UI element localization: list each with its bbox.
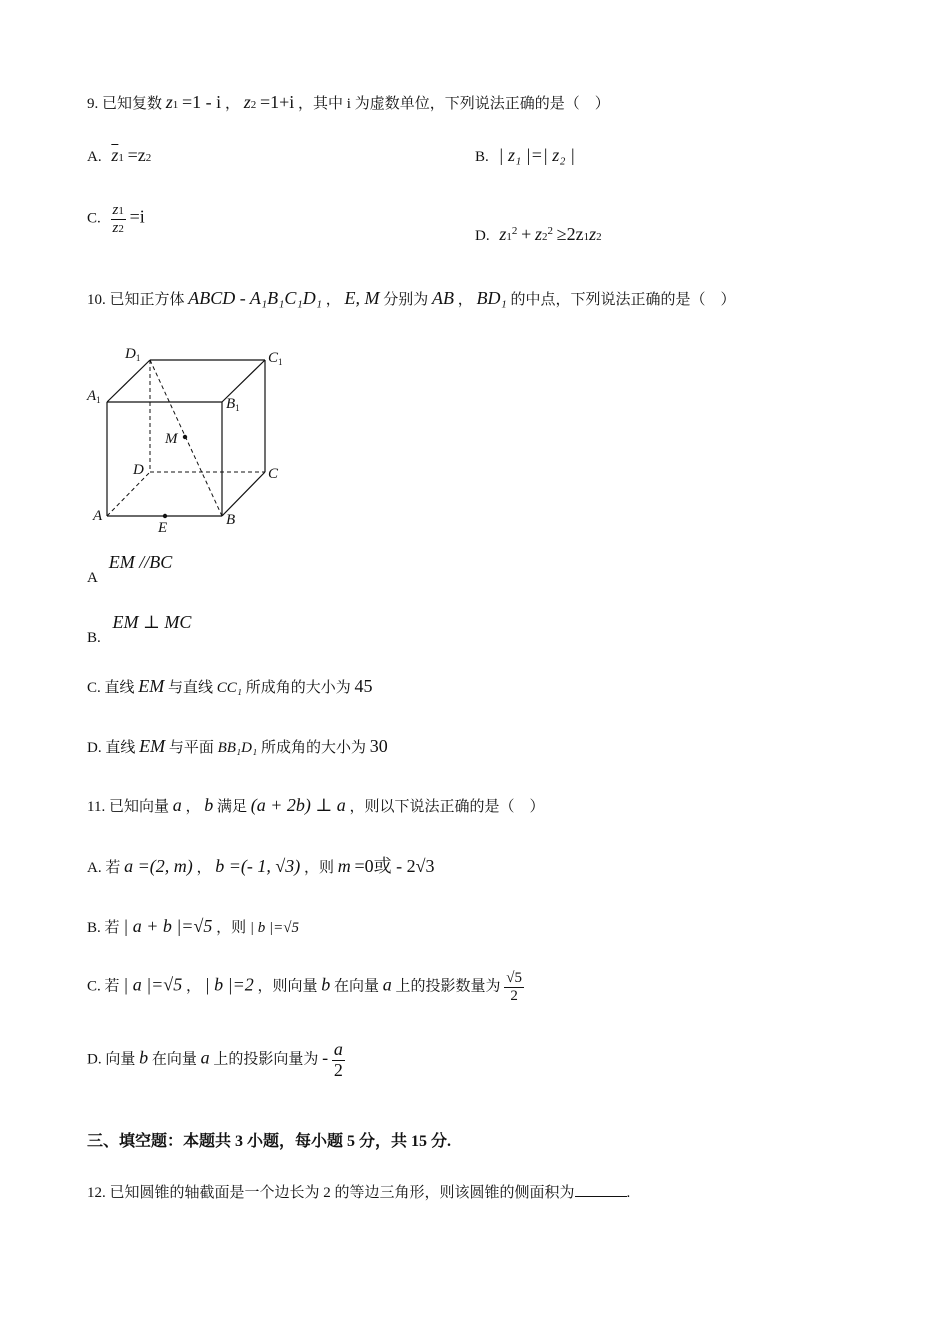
q9-option-d: D. $z1^2 + z2^2 \ge 2z1z2$ xyxy=(475,224,602,244)
q12-stem: 12. 已知圆锥的轴截面是一个边长为 2 的等边三角形，则该圆锥的侧面积为 . xyxy=(87,1182,630,1202)
label-d1: D xyxy=(125,346,136,362)
label-d: D xyxy=(133,462,144,478)
z2-symbol: z xyxy=(243,92,251,112)
q10-option-d: D. 直线 EM 与平面 BB₁D₁ 所成角的大小为 30 xyxy=(87,736,388,756)
q10-option-a: A EM //BC xyxy=(87,552,173,586)
label-a: A xyxy=(93,508,103,524)
q11-option-d: D. 向量 b 在向量 a 上的投影向量为 - $\frac{a}{2}$ xyxy=(87,1039,343,1080)
label-b: B xyxy=(226,512,236,528)
q10-option-c: C. 直线 EM 与直线 CC₁ 所成角的大小为 45 xyxy=(87,676,373,696)
cube-figure xyxy=(85,340,305,540)
q11-option-a: A. 若 a =(2, m) ， b =(- 1, √3) ，则 m =0或 - 2√3 xyxy=(87,856,435,876)
projection-vector-fraction: $\frac{a}{2}$ xyxy=(333,1039,343,1080)
q11-option-b: B. 若 | a + b |=√5 ，则 | b |=√5 xyxy=(87,916,299,936)
svg-text:A1: $A_1$ xyxy=(87,388,101,405)
q9-stem: 9. 已知复数 z1 =1 - i ， z2 =1+i ，其中 i 为虚数单位，下列说法正确的是（ ） xyxy=(87,92,610,112)
label-c: C xyxy=(268,466,279,482)
label-a1: A xyxy=(87,388,97,404)
label-c1: C xyxy=(268,350,279,366)
z1-over-z2-fraction: $\frac{z1}{z2}$ xyxy=(112,202,124,236)
section-3-title: 三、填空题：本题共 3 小题，每小题 5 分，共 15 分. xyxy=(87,1133,452,1150)
projection-fraction: $\frac{√5}{2}$ xyxy=(506,970,523,1004)
label-e: E xyxy=(158,520,168,536)
q9-option-b: B. | z₁ |=| z₂ | xyxy=(475,145,575,165)
z1-symbol: z xyxy=(165,92,173,112)
svg-text:D1: $D_1$ xyxy=(125,346,141,363)
label-m: M xyxy=(165,431,178,447)
svg-text:C1: $C_1$ xyxy=(268,350,283,367)
label-b1: B xyxy=(226,396,236,412)
q10-option-b: B. EM ⊥ MC xyxy=(87,612,192,646)
q9-option-c: C. $\frac{z1}{z2}$ =i xyxy=(87,202,145,236)
svg-text:B1: $B_1$ xyxy=(226,396,240,413)
answer-blank[interactable] xyxy=(575,1182,627,1197)
q11-option-c: C. 若 | a |=√5 ， | b |=2 ，则向量 b 在向量 a 上的投影数量为 $\frac{√5}{2}$ xyxy=(87,970,523,1004)
q9-option-a: A. $\overline{z}1 =z2$ xyxy=(87,145,152,165)
q10-stem: 10. 已知正方体 ABCD - A₁B₁C₁D₁ ， E, M 分别为 AB ， BD₁ 的中点，下列说法正确的是（ ） xyxy=(87,288,736,308)
q11-stem: 11. 已知向量 a ， b 满足 (a + 2b) ⊥ a ，则以下说法正确的是（ ） xyxy=(87,795,545,815)
